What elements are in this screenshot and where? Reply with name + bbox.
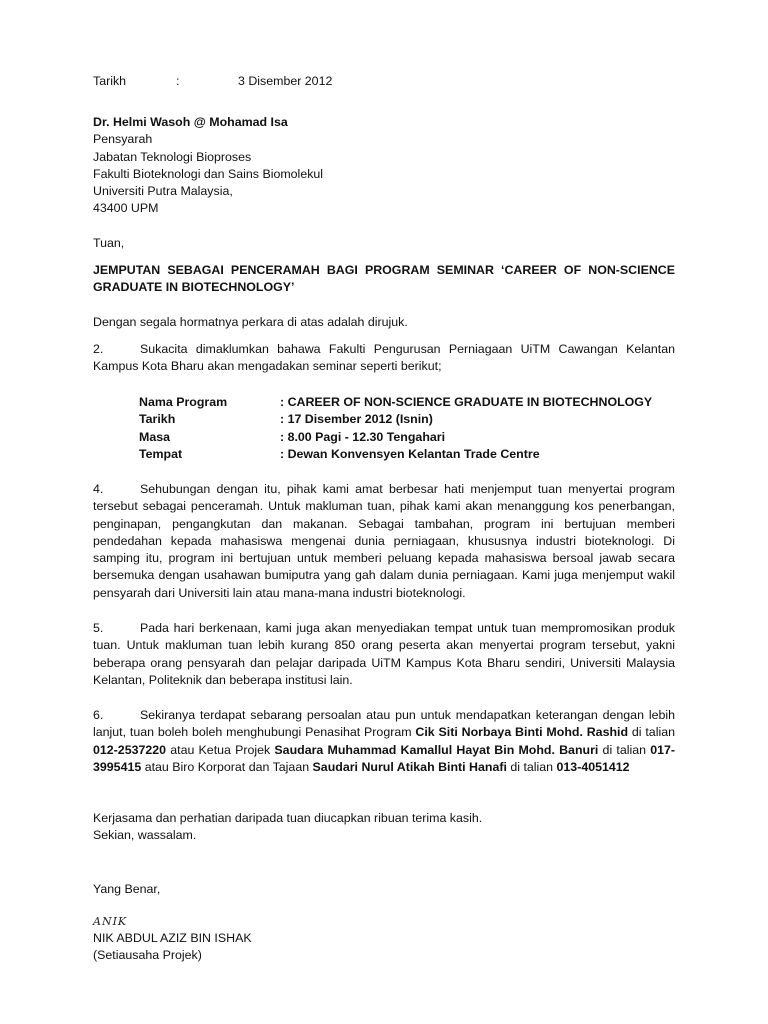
closing-block	[93, 810, 675, 845]
closing-line: Sekian, wassalam.	[93, 828, 197, 843]
paragraph-text: di talian	[598, 742, 651, 757]
paragraph-number: 2.	[93, 342, 104, 356]
paragraph-number: 5.	[93, 621, 104, 635]
paragraph-text: atau Ketua Projek	[166, 742, 275, 757]
paragraph-2	[93, 341, 675, 376]
paragraph-number: 4.	[93, 482, 104, 496]
paragraph-6	[93, 707, 675, 776]
recipient-address	[93, 114, 675, 218]
contact-name: Saudari Nurul Atikah Binti Hanafi	[312, 759, 507, 774]
recipient-name: Dr. Helmi Wasoh @ Mohamad Isa	[93, 115, 288, 129]
detail-value: : CAREER OF NON-SCIENCE GRADUATE IN BIOTECHNOLOGY	[280, 395, 653, 409]
handwritten-signature: ANIK	[93, 915, 128, 928]
address-line: Pensyarah	[93, 132, 153, 147]
contact-phone: 013-4051412	[556, 759, 630, 774]
paragraph-text: di talian	[628, 725, 675, 740]
detail-row	[139, 394, 679, 411]
date-colon: :	[176, 74, 180, 88]
signer-title: (Setiausaha Projek)	[93, 948, 202, 963]
date-value: 3 Disember 2012	[238, 74, 333, 88]
detail-label: Nama Program	[139, 395, 228, 409]
detail-value: : 17 Disember 2012 (Isnin)	[280, 412, 433, 427]
date-line	[93, 73, 675, 90]
address-line: Jabatan Teknologi Bioproses	[93, 149, 252, 164]
paragraph-number: 6.	[93, 708, 104, 722]
address-line: Fakulti Bioteknologi dan Sains Biomolekul	[93, 166, 324, 181]
closing-line: Kerjasama dan perhatian daripada tuan diucapkan ribuan terima kasih.	[93, 811, 483, 825]
paragraph-5	[93, 620, 675, 689]
paragraph-text: atau Biro Korporat dan Tajaan	[141, 759, 313, 774]
signer-name: NIK ABDUL AZIZ BIN ISHAK	[93, 931, 252, 945]
program-details	[139, 394, 679, 463]
detail-value: : 8.00 Pagi - 12.30 Tengahari	[280, 429, 446, 444]
salutation: Tuan,	[93, 236, 125, 250]
contact-phone: 012-2537220	[93, 742, 167, 757]
signoff: Yang Benar,	[93, 882, 161, 896]
contact-name: Saudara Muhammad Kamallul Hayat Bin Mohd. Banuri	[274, 742, 599, 757]
paragraph-text: Sukacita dimaklumkan bahawa Fakulti Pengurusan Perniagaan UiTM Cawangan Kelantan Kampus Kota Bharu akan mengadakan seminar seperti berikut;	[93, 342, 675, 374]
paragraph-text: Sehubungan dengan itu, pihak kami amat berbesar hati menjemput tuan menyertai program tersebut sebagai penceramah. Untuk makluman tuan, pihak kami akan menanggung kos penerbangan, penginapan, pengangkutan dan makanan. Sebagai tambahan, program ini bertujuan memberi pendedahan kepada mahasiswa mengenai dunia perniagaan, khususnya industri bioteknologi. Di samping itu, program ini bertujuan untuk memberi peluang kepada mahasiswa bersoal jawab secara bersemuka dengan usahawan bumiputra yang gah dalam dunia perniagaan. Kami juga menjemput wakil pensyarah dari Universiti lain atau mana-mana industri bioteknologi.	[93, 482, 675, 600]
detail-row	[139, 411, 679, 428]
opening-line: Dengan segala hormatnya perkara di atas adalah dirujuk.	[93, 315, 408, 329]
signer-block	[93, 930, 675, 965]
subject-line: JEMPUTAN SEBAGAI PENCERAMAH BAGI PROGRAM SEMINAR ‘CAREER OF NON-SCIENCE GRADUATE IN BIOTECHNOLOGY’	[93, 263, 675, 295]
date-label: Tarikh	[93, 74, 127, 88]
contact-name: Cik Siti Norbaya Binti Mohd. Rashid	[415, 725, 629, 740]
address-line: Universiti Putra Malaysia,	[93, 184, 233, 199]
detail-row	[139, 446, 679, 463]
detail-label: Tarikh	[139, 412, 176, 427]
address-line: 43400 UPM	[93, 201, 159, 216]
paragraph-text: Sekiranya terdapat sebarang persoalan atau pun untuk mendapatkan keterangan dengan lebih lanjut, tuan boleh boleh menghubungi Penasihat Program	[93, 708, 675, 740]
detail-value: : Dewan Konvensyen Kelantan Trade Centre	[280, 446, 540, 461]
paragraph-text: Pada hari berkenaan, kami juga akan menyediakan tempat untuk tuan mempromosikan produk tuan. Untuk makluman tuan lebih kurang 850 orang peserta akan menyertai program tersebut, yakni beberapa orang pensyarah dan pelajar daripada UiTM Kampus Kota Bharu sendiri, Universiti Malaysia Kelantan, Politeknik dan beberapa institusi lain.	[93, 621, 675, 687]
contact-phone: 017-3995415	[93, 742, 676, 774]
detail-row	[139, 429, 679, 446]
detail-label: Tempat	[139, 446, 183, 461]
paragraph-text: di talian	[506, 759, 557, 774]
detail-label: Masa	[139, 429, 170, 444]
paragraph-4	[93, 481, 675, 602]
